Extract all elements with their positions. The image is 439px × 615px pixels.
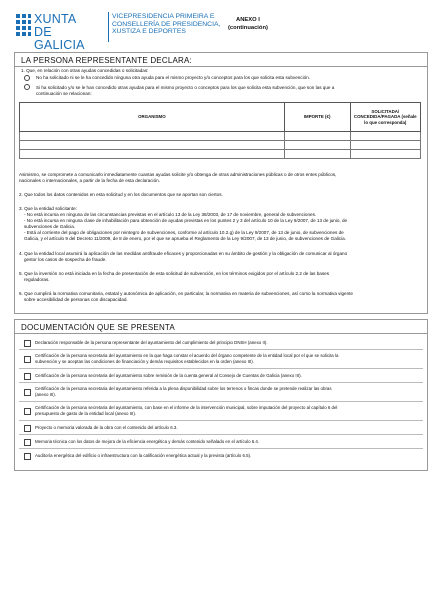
document-item [19,402,423,421]
option-other-aid-label-1: Si ha solicitado y/o se le han concedido otras ayudas para el mismo proyecto o conceptos para los que solicita esta subvención, que son las que a [36,85,335,90]
commitment-text-2: nacionales o internacionales, a partir de la fecha de esta declaración. [19,178,160,183]
document-checkbox[interactable] [24,340,31,347]
dept-line-2: CONSELLERÍA DE PRESIDENCIA, [112,20,221,28]
importe-cell[interactable] [284,141,350,150]
document-checkbox[interactable] [24,373,31,380]
document-label-line: Certificación de la persona secretaria del ayuntamiento referida a la plena disponibilidad sobre los terrenos o fincas donde se pretende realizar las obras [35,386,332,391]
annex-label [228,16,268,32]
option-other-aid-radio[interactable] [24,84,30,90]
documents-list [19,336,423,462]
question-3-c1: - Está al corriente del pago de obligaciones por reintegro de subvenciones, conforme al artículo 10.2.g) de la Ley 9/2007, de 13 de junio, de subvenciones de [24,230,344,235]
status-cell[interactable] [350,150,420,159]
document-checkbox[interactable] [24,356,31,363]
table-row [20,132,421,141]
question-6-2: sobre accesibilidad de personas con discapacidad. [24,297,128,302]
section-title: DOCUMENTACIÓN QUE SE PRESENTA [21,323,175,332]
question-3-c2: Galicia, y el artículo 9 del Decreto 11/2009, de 8 de enero, por el que se aprueba el Reglamento de la Ley 9/2007, de 13 de junio, de subvenciones de Galicia. [24,236,346,241]
document-label-line: subvención y se aceptan las condiciones de financiación y demás requisitos establecidos en la orden (anexo III). [35,358,254,364]
status-cell[interactable] [350,141,420,150]
representative-declaration-section [14,52,428,314]
department-name [112,13,220,36]
document-checkbox[interactable] [24,408,31,415]
document-checkbox[interactable] [24,439,31,446]
annex-subtitle: (continuación) [228,25,268,31]
option-other-aid-label-2: continuación se relacionan: [36,91,92,96]
logo-line-2: DE GALICIA [34,25,85,52]
logo-text [34,13,106,52]
question-3: 3. Que la entidad solicitante: [19,206,77,211]
document-item [19,435,423,449]
document-label [35,405,419,417]
document-item [19,336,423,350]
document-label [35,353,419,365]
table-row [20,150,421,159]
divider [15,66,427,67]
dept-line-1: VICEPRESIDENCIA PRIMEIRA E [112,13,215,20]
col-importe: IMPORTE (€) [284,103,350,132]
question-3-b2: subvenciones de Galicia. [24,224,76,229]
commitment-text-1: Asimismo, se compromete a comunicarlo inmediatamente cuantas ayudas solicite y/o obtenga de otras administraciones públicas o de otros entes públicos, [19,172,337,177]
organismo-cell[interactable] [20,150,285,159]
document-checkbox[interactable] [24,453,31,460]
document-item [19,449,423,462]
status-cell[interactable] [350,132,420,141]
question-3-b1: - No está incursa en ninguna clase de inhabilitación para obtención de ayudas previstas en los puntes 2 y 3 del artículo 10 de la Ley 9/2007, de 13 de junio, de [24,218,348,223]
divider [15,333,427,334]
other-aid-table [19,102,421,159]
document-item [19,383,423,402]
importe-cell[interactable] [284,132,350,141]
document-item [19,350,423,369]
organismo-cell[interactable] [20,141,285,150]
question-4-2: gestor los casos de sospecha de fraude. [24,257,107,262]
logo-line-1: XUNTA [34,12,77,26]
document-label: Memoria técnica con los datos de mejora de la eficiencia energética y demás contenido señalado en el artículo 6.4. [35,439,260,444]
document-item [19,369,423,383]
question-4-1: 4. Que la entidad local asumirá la aplicación de las medidas antifraude eficaces y proporcionadas en su ámbito de gestión y la obligación de comunicar al órgano [19,251,348,256]
xunta-logo [14,12,106,52]
question-5-1: 5. Que la inversión no está iniciada en la fecha de presentación de esta solicitud de subvención, en los términos exigidos por el artículo 2.2 de las bases [19,271,330,276]
option-no-aid-radio[interactable] [24,75,30,81]
importe-cell[interactable] [284,150,350,159]
question-5-2: reguladoras. [24,277,50,282]
document-label: Declaración responsable de la persona representante del ayuntamiento del cumplimiento del principio DNSH (anexo II). [35,340,268,345]
document-label: Auditoría energética del edificio o infraestructura con la calificación energética actual y la prevista (artículo 6.5). [35,453,252,458]
dept-line-3: XUSTIZA E DEPORTES [112,28,186,36]
table-row [20,141,421,150]
question-3-a: - No está incursa en ninguna de las circunstancias previstas en el artículo 13 de la Ley 38/2003, de 17 de noviembre, general de subvenciones. [24,212,317,217]
organismo-cell[interactable] [20,132,285,141]
section-title: LA PERSONA REPRESENTANTE DECLARA: [21,56,192,65]
document-label-line: Certificación de la persona secretaria del ayuntamiento, con base en el informe de la intervención municipal, sobre imputación del proyecto al capítulo 6 del [35,405,338,410]
col-status: SOLICITADA/ CONCEDIDA/PAGADA (señale lo que corresponda) [350,103,420,132]
document-label-line: presupuesto de gasto de la entidad local (anexo III). [35,410,137,416]
question-1: 1. Que, en relación con otras ayudas concedidas o solicitadas: [21,68,149,73]
document-label: Certificación de la persona secretaria del ayuntamiento sobre remisión de la cuenta general al Consejo de Cuentas de Galicia (anexo III). [35,373,302,378]
document-label-line: (anexo III). [35,391,56,397]
xunta-emblem-icon [14,12,32,40]
documentation-section [14,319,428,471]
document-checkbox[interactable] [24,389,31,396]
document-label-line: Certificación de la persona secretaria del ayuntamiento en la que haga constar el acuerdo del órgano competente de la entidad local por el que se solicita la [35,353,339,358]
header-divider [108,12,109,42]
page-header [14,8,429,52]
question-6-1: 6. Que cumplirá la normativa comunitaria, estatal y autonómica de aplicación, en particular, la normativa en materia de subvenciones, así como la normativa vigente [19,291,353,296]
question-2: 2. Que todos los datos contenidos en esta solicitud y en los documentos que se aportan son ciertos. [19,192,223,197]
option-no-aid-label: No ha solicitado ni se le ha concedido ninguna otra ayuda para el mismo proyecto y/o conceptos para los que solicita esta subvención. [36,75,311,80]
document-checkbox[interactable] [24,425,31,432]
col-organismo: ORGANISMO [20,103,285,132]
document-item [19,421,423,435]
document-label: Proyecto o memoria valorada de la obra con el contenido del artículo 6.3. [35,425,178,430]
document-label [35,386,419,398]
annex-title: ANEXO I [236,17,260,23]
